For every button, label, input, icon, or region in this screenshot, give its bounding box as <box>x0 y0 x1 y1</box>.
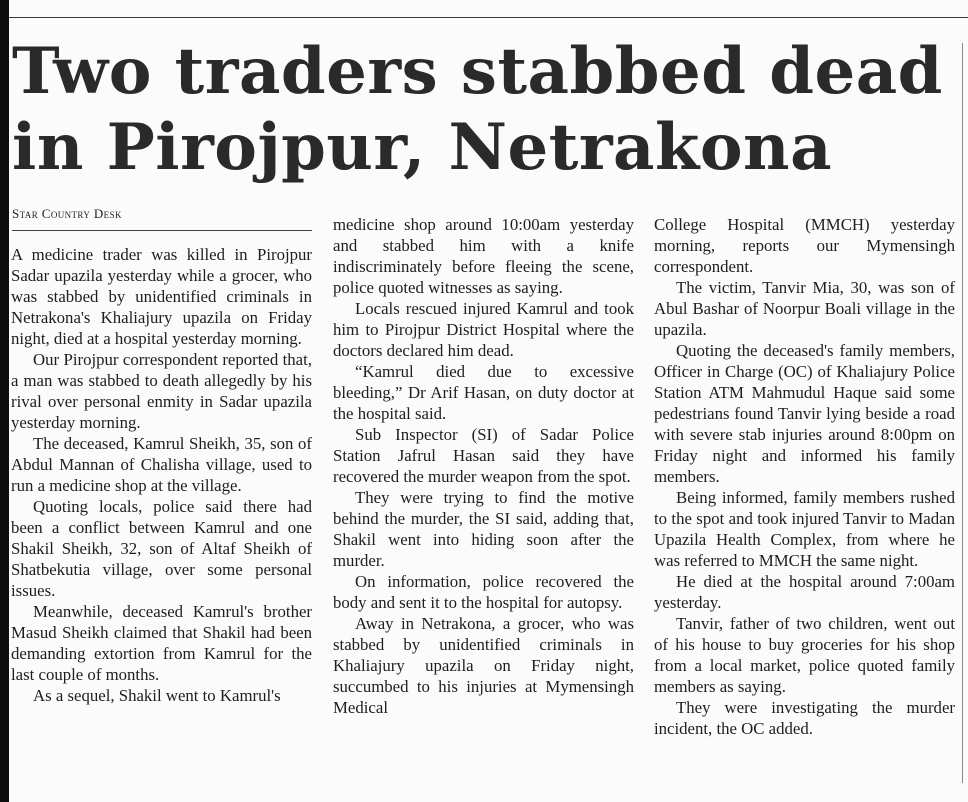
byline: Star Country Desk <box>12 206 122 221</box>
article-column-1 <box>11 244 312 706</box>
article-column-3 <box>654 214 955 739</box>
paragraph: The victim, Tanvir Mia, 30, was son of Abul Bashar of Noorpur Boali village in the upazila. <box>654 278 955 339</box>
paragraph: Sub Inspector (SI) of Sadar Police Station Jafrul Hasan said they have recovered the murder weapon from the spot. <box>333 425 634 486</box>
paragraph: Being informed, family members rushed to the spot and took injured Tanvir to Madan Upazila Health Complex, from where he was referred to MMCH the same night. <box>654 488 955 570</box>
paragraph: Tanvir, father of two children, went out of his house to buy groceries for his shop from a local market, police quoted family members as saying. <box>654 614 955 696</box>
paragraph: Meanwhile, deceased Kamrul's brother Masud Sheikh claimed that Shakil had been demanding extortion from Kamrul for the last couple of months. <box>11 602 312 684</box>
column-edge-rule <box>962 43 963 783</box>
paragraph: “Kamrul died due to excessive bleeding,” Dr Arif Hasan, on duty doctor at the hospital said. <box>333 362 634 423</box>
top-rule <box>9 17 968 18</box>
paragraph: They were investigating the murder incident, the OC added. <box>654 698 955 738</box>
paragraph: Away in Netrakona, a grocer, who was stabbed by unidentified criminals in Khaliajury upazila on Friday night, succumbed to his injuries at Mymensingh Medical <box>333 614 634 717</box>
paragraph: medicine shop around 10:00am yesterday and stabbed him with a knife indiscriminately before fleeing the scene, police quoted witnesses as saying. <box>333 215 634 297</box>
paragraph: Quoting the deceased's family members, Officer in Charge (OC) of Khaliajury Police Station ATM Mahmudul Haque said some pedestrians found Tanvir lying beside a road with severe stab injuries around 8:00pm on Friday night and informed his family members. <box>654 341 955 486</box>
paragraph: A medicine trader was killed in Pirojpur Sadar upazila yesterday while a grocer, who was stabbed by unidentified criminals in Netrakona's Khaliajury upazila on Friday night, died at a hospital yesterday morning. <box>11 245 312 348</box>
paragraph: College Hospital (MMCH) yesterday morning, reports our Mymensingh correspondent. <box>654 215 955 276</box>
headline: Two traders stabbed dead in Pirojpur, Netrakona <box>12 34 943 185</box>
article-column-2 <box>333 214 634 718</box>
paragraph: The deceased, Kamrul Sheikh, 35, son of Abdul Mannan of Chalisha village, used to run a medicine shop at the village. <box>11 434 312 495</box>
byline-rule <box>12 230 312 231</box>
paragraph: Quoting locals, police said there had been a conflict between Kamrul and one Shakil Sheikh, 32, son of Altaf Sheikh of Shatbekutia village, over some personal issues. <box>11 497 312 600</box>
paragraph: As a sequel, Shakil went to Kamrul's <box>33 686 281 705</box>
paragraph: Our Pirojpur correspondent reported that, a man was stabbed to death allegedly by his rival over personal enmity in Sadar upazila yesterday morning. <box>11 350 312 432</box>
paragraph: On information, police recovered the body and sent it to the hospital for autopsy. <box>333 572 634 612</box>
paragraph: Locals rescued injured Kamrul and took him to Pirojpur District Hospital where the doctors declared him dead. <box>333 299 634 360</box>
paragraph: He died at the hospital around 7:00am yesterday. <box>654 572 955 612</box>
paragraph: They were trying to find the motive behind the murder, the SI said, adding that, Shakil went into hiding soon after the murder. <box>333 488 634 570</box>
page-edge-bar <box>0 0 9 802</box>
